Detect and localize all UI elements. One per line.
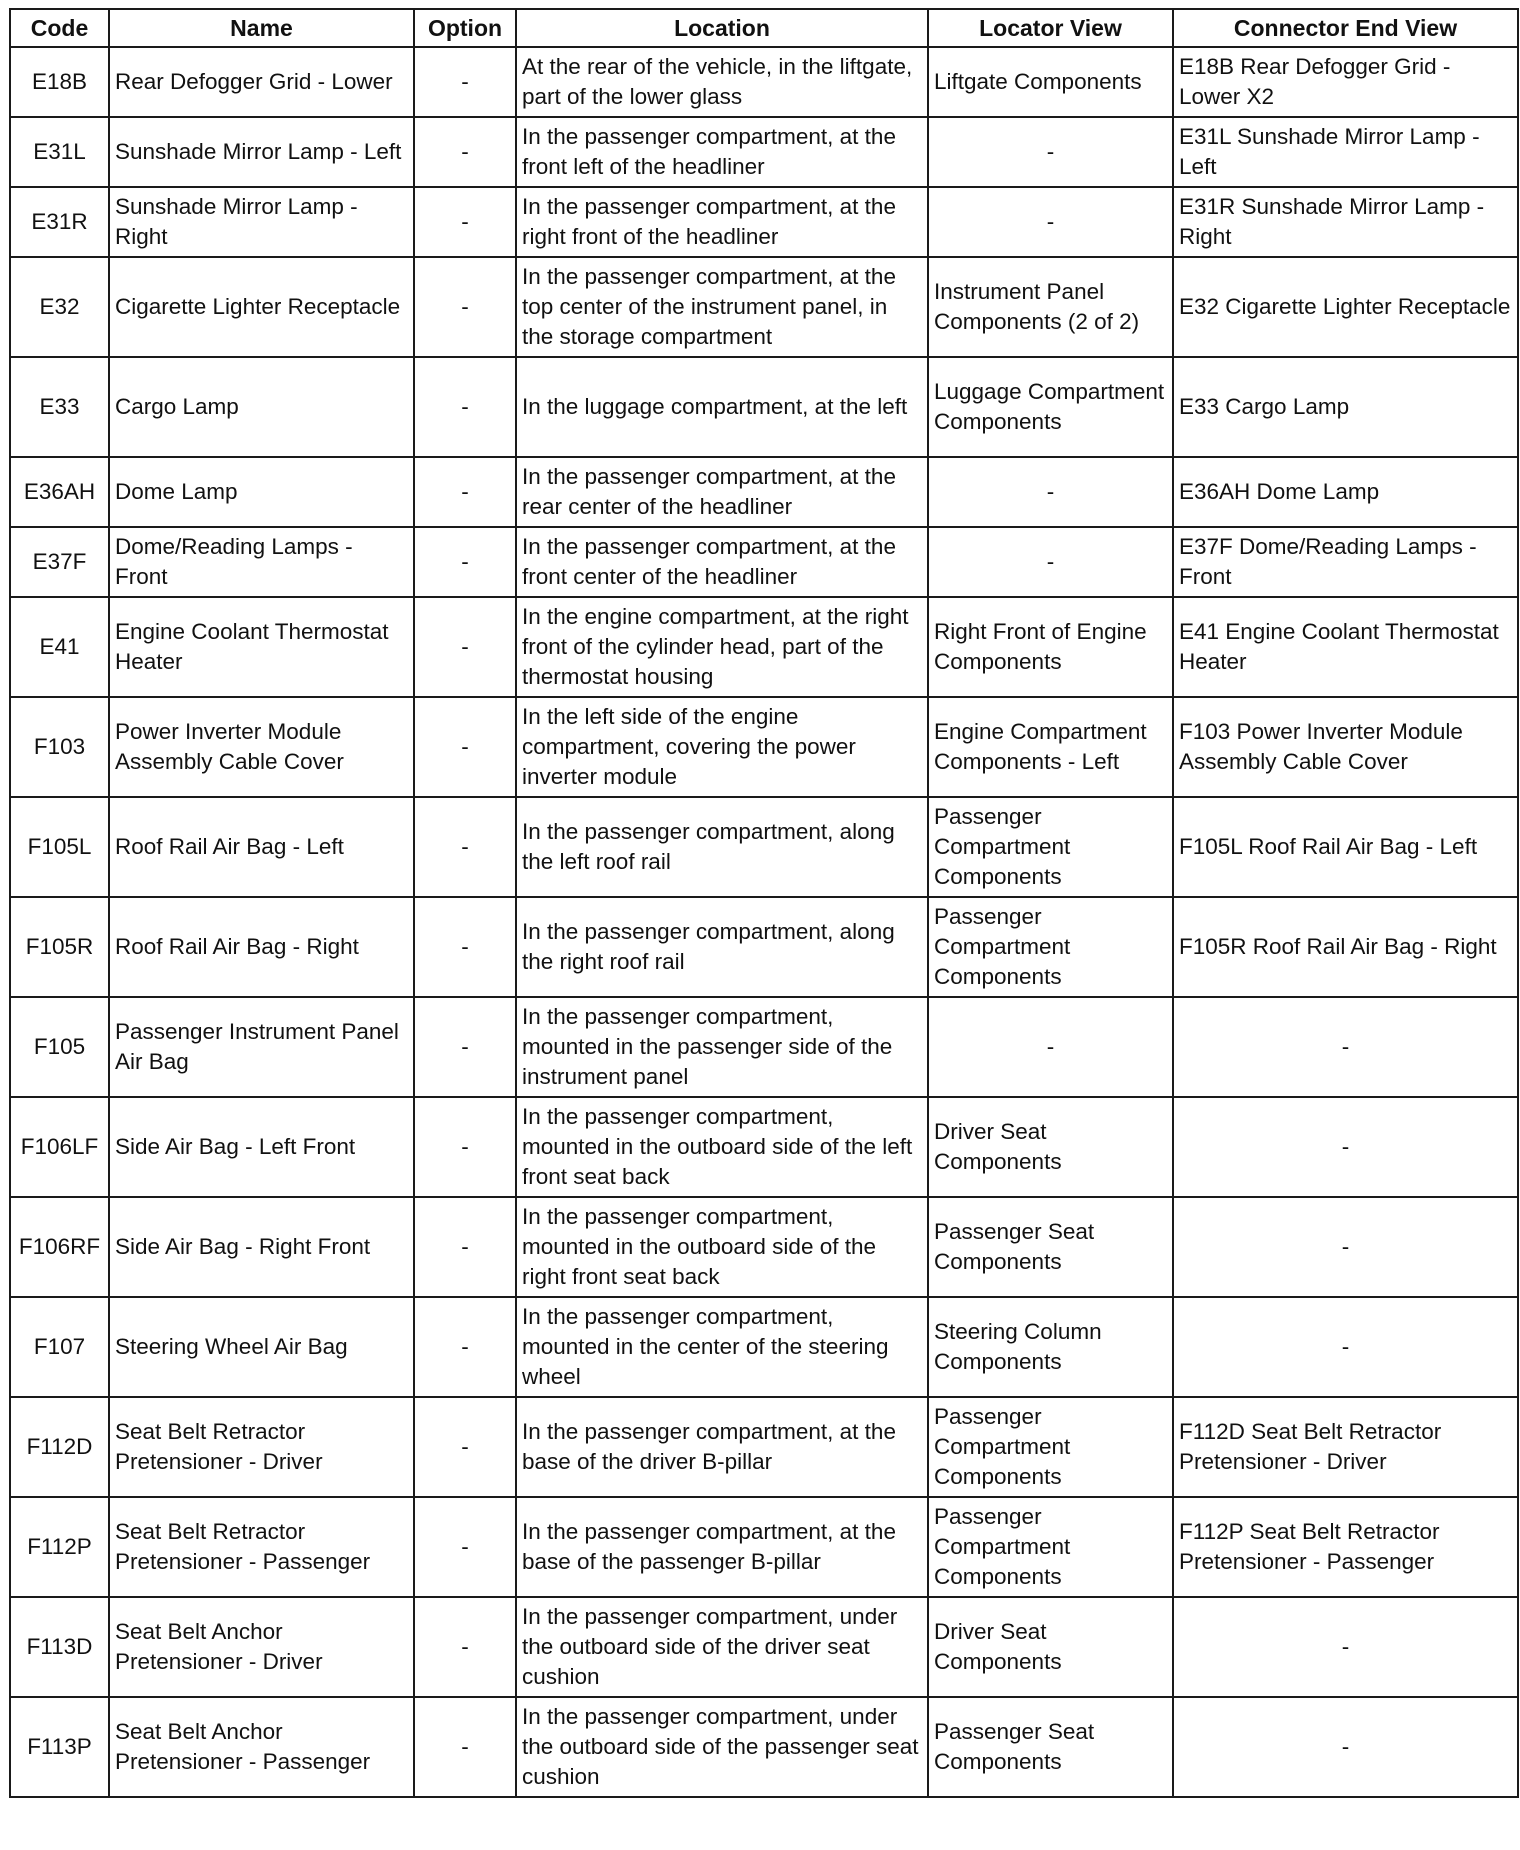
cell-option: - (414, 527, 516, 597)
cell-locator-view: Right Front of Engine Components (928, 597, 1173, 697)
cell-name: Seat Belt Anchor Pretensioner - Passenger (109, 1697, 414, 1797)
table-row (10, 1297, 1518, 1397)
cell-locator-view: - (928, 997, 1173, 1097)
cell-connector-end-view: F112D Seat Belt Retractor Pretensioner - Driver (1173, 1397, 1518, 1497)
cell-location: In the engine compartment, at the right front of the cylinder head, part of the thermostat housing (516, 597, 928, 697)
cell-location: In the passenger compartment, along the left roof rail (516, 797, 928, 897)
cell-code: E18B (10, 47, 109, 117)
cell-locator-view: Luggage Compartment Components (928, 357, 1173, 457)
component-locator-table (9, 8, 1519, 1798)
cell-code: E37F (10, 527, 109, 597)
table-row (10, 187, 1518, 257)
cell-locator-view: Engine Compartment Components - Left (928, 697, 1173, 797)
cell-option: - (414, 1097, 516, 1197)
cell-locator-view: Passenger Seat Components (928, 1697, 1173, 1797)
cell-name: Side Air Bag - Left Front (109, 1097, 414, 1197)
cell-connector-end-view: F103 Power Inverter Module Assembly Cable Cover (1173, 697, 1518, 797)
header-option: Option (414, 9, 516, 47)
cell-option: - (414, 1297, 516, 1397)
cell-locator-view: Passenger Compartment Components (928, 897, 1173, 997)
cell-locator-view: - (928, 527, 1173, 597)
cell-option: - (414, 1597, 516, 1697)
cell-connector-end-view: E18B Rear Defogger Grid - Lower X2 (1173, 47, 1518, 117)
cell-locator-view: Passenger Compartment Components (928, 1397, 1173, 1497)
cell-option: - (414, 457, 516, 527)
cell-location: In the passenger compartment, at the right front of the headliner (516, 187, 928, 257)
cell-option: - (414, 597, 516, 697)
table-row (10, 257, 1518, 357)
cell-location: In the passenger compartment, at the front center of the headliner (516, 527, 928, 597)
cell-option: - (414, 1697, 516, 1797)
cell-option: - (414, 997, 516, 1097)
cell-name: Rear Defogger Grid - Lower (109, 47, 414, 117)
cell-name: Cigarette Lighter Receptacle (109, 257, 414, 357)
cell-code: F113P (10, 1697, 109, 1797)
cell-location: In the passenger compartment, under the outboard side of the driver seat cushion (516, 1597, 928, 1697)
cell-location: In the passenger compartment, at the rear center of the headliner (516, 457, 928, 527)
cell-connector-end-view: - (1173, 1197, 1518, 1297)
cell-locator-view: - (928, 457, 1173, 527)
cell-connector-end-view: E31R Sunshade Mirror Lamp - Right (1173, 187, 1518, 257)
table-row (10, 1697, 1518, 1797)
cell-location: At the rear of the vehicle, in the liftgate, part of the lower glass (516, 47, 928, 117)
cell-location: In the left side of the engine compartment, covering the power inverter module (516, 697, 928, 797)
cell-connector-end-view: F112P Seat Belt Retractor Pretensioner - Passenger (1173, 1497, 1518, 1597)
cell-option: - (414, 47, 516, 117)
cell-locator-view: Passenger Compartment Components (928, 1497, 1173, 1597)
cell-code: F113D (10, 1597, 109, 1697)
table-row (10, 117, 1518, 187)
cell-name: Seat Belt Retractor Pretensioner - Passenger (109, 1497, 414, 1597)
cell-code: E31R (10, 187, 109, 257)
cell-option: - (414, 797, 516, 897)
table-row (10, 797, 1518, 897)
table-row (10, 47, 1518, 117)
cell-name: Engine Coolant Thermostat Heater (109, 597, 414, 697)
cell-option: - (414, 1397, 516, 1497)
cell-connector-end-view: - (1173, 1597, 1518, 1697)
table-row (10, 597, 1518, 697)
table-row (10, 1097, 1518, 1197)
cell-code: E33 (10, 357, 109, 457)
table-row (10, 1397, 1518, 1497)
cell-connector-end-view: F105L Roof Rail Air Bag - Left (1173, 797, 1518, 897)
cell-connector-end-view: E37F Dome/Reading Lamps - Front (1173, 527, 1518, 597)
cell-connector-end-view: - (1173, 1297, 1518, 1397)
cell-name: Power Inverter Module Assembly Cable Cover (109, 697, 414, 797)
cell-name: Side Air Bag - Right Front (109, 1197, 414, 1297)
header-name: Name (109, 9, 414, 47)
cell-name: Passenger Instrument Panel Air Bag (109, 997, 414, 1097)
table-row (10, 997, 1518, 1097)
cell-option: - (414, 697, 516, 797)
cell-code: F107 (10, 1297, 109, 1397)
cell-locator-view: Liftgate Components (928, 47, 1173, 117)
table-row (10, 457, 1518, 527)
cell-code: F112D (10, 1397, 109, 1497)
header-code: Code (10, 9, 109, 47)
cell-name: Sunshade Mirror Lamp - Right (109, 187, 414, 257)
cell-option: - (414, 1497, 516, 1597)
cell-connector-end-view: E31L Sunshade Mirror Lamp - Left (1173, 117, 1518, 187)
cell-location: In the passenger compartment, at the top center of the instrument panel, in the storage compartment (516, 257, 928, 357)
header-connector-end-view: Connector End View (1173, 9, 1518, 47)
table-row (10, 1597, 1518, 1697)
cell-locator-view: Passenger Seat Components (928, 1197, 1173, 1297)
cell-location: In the passenger compartment, under the outboard side of the passenger seat cushion (516, 1697, 928, 1797)
cell-location: In the passenger compartment, at the front left of the headliner (516, 117, 928, 187)
table-row (10, 357, 1518, 457)
cell-connector-end-view: E41 Engine Coolant Thermostat Heater (1173, 597, 1518, 697)
cell-locator-view: - (928, 187, 1173, 257)
cell-location: In the passenger compartment, mounted in the passenger side of the instrument panel (516, 997, 928, 1097)
cell-locator-view: Driver Seat Components (928, 1597, 1173, 1697)
cell-code: E31L (10, 117, 109, 187)
cell-location: In the passenger compartment, mounted in the center of the steering wheel (516, 1297, 928, 1397)
cell-connector-end-view: - (1173, 1097, 1518, 1197)
cell-connector-end-view: F105R Roof Rail Air Bag - Right (1173, 897, 1518, 997)
cell-name: Seat Belt Anchor Pretensioner - Driver (109, 1597, 414, 1697)
header-row (10, 9, 1518, 47)
cell-location: In the passenger compartment, mounted in the outboard side of the left front seat back (516, 1097, 928, 1197)
cell-name: Dome Lamp (109, 457, 414, 527)
cell-code: E36AH (10, 457, 109, 527)
cell-code: E41 (10, 597, 109, 697)
cell-connector-end-view: E32 Cigarette Lighter Receptacle (1173, 257, 1518, 357)
cell-option: - (414, 1197, 516, 1297)
table-row (10, 697, 1518, 797)
cell-option: - (414, 117, 516, 187)
cell-locator-view: - (928, 117, 1173, 187)
cell-name: Cargo Lamp (109, 357, 414, 457)
cell-code: F103 (10, 697, 109, 797)
cell-name: Dome/Reading Lamps - Front (109, 527, 414, 597)
cell-connector-end-view: E36AH Dome Lamp (1173, 457, 1518, 527)
cell-locator-view: Passenger Compartment Components (928, 797, 1173, 897)
cell-option: - (414, 897, 516, 997)
cell-name: Sunshade Mirror Lamp - Left (109, 117, 414, 187)
cell-option: - (414, 257, 516, 357)
cell-connector-end-view: - (1173, 1697, 1518, 1797)
header-location: Location (516, 9, 928, 47)
cell-code: F105 (10, 997, 109, 1097)
cell-location: In the luggage compartment, at the left (516, 357, 928, 457)
cell-location: In the passenger compartment, along the right roof rail (516, 897, 928, 997)
cell-option: - (414, 187, 516, 257)
cell-code: F105L (10, 797, 109, 897)
cell-option: - (414, 357, 516, 457)
table-row (10, 1497, 1518, 1597)
table-row (10, 1197, 1518, 1297)
cell-connector-end-view: - (1173, 997, 1518, 1097)
cell-name: Roof Rail Air Bag - Right (109, 897, 414, 997)
cell-code: F105R (10, 897, 109, 997)
header-locator-view: Locator View (928, 9, 1173, 47)
table-row (10, 897, 1518, 997)
cell-name: Roof Rail Air Bag - Left (109, 797, 414, 897)
cell-location: In the passenger compartment, at the base of the passenger B-pillar (516, 1497, 928, 1597)
cell-code: F106LF (10, 1097, 109, 1197)
cell-name: Seat Belt Retractor Pretensioner - Driver (109, 1397, 414, 1497)
cell-locator-view: Driver Seat Components (928, 1097, 1173, 1197)
table-row (10, 527, 1518, 597)
cell-locator-view: Instrument Panel Components (2 of 2) (928, 257, 1173, 357)
cell-code: E32 (10, 257, 109, 357)
cell-location: In the passenger compartment, mounted in the outboard side of the right front seat back (516, 1197, 928, 1297)
cell-locator-view: Steering Column Components (928, 1297, 1173, 1397)
cell-name: Steering Wheel Air Bag (109, 1297, 414, 1397)
cell-location: In the passenger compartment, at the base of the driver B-pillar (516, 1397, 928, 1497)
cell-code: F106RF (10, 1197, 109, 1297)
cell-code: F112P (10, 1497, 109, 1597)
cell-connector-end-view: E33 Cargo Lamp (1173, 357, 1518, 457)
